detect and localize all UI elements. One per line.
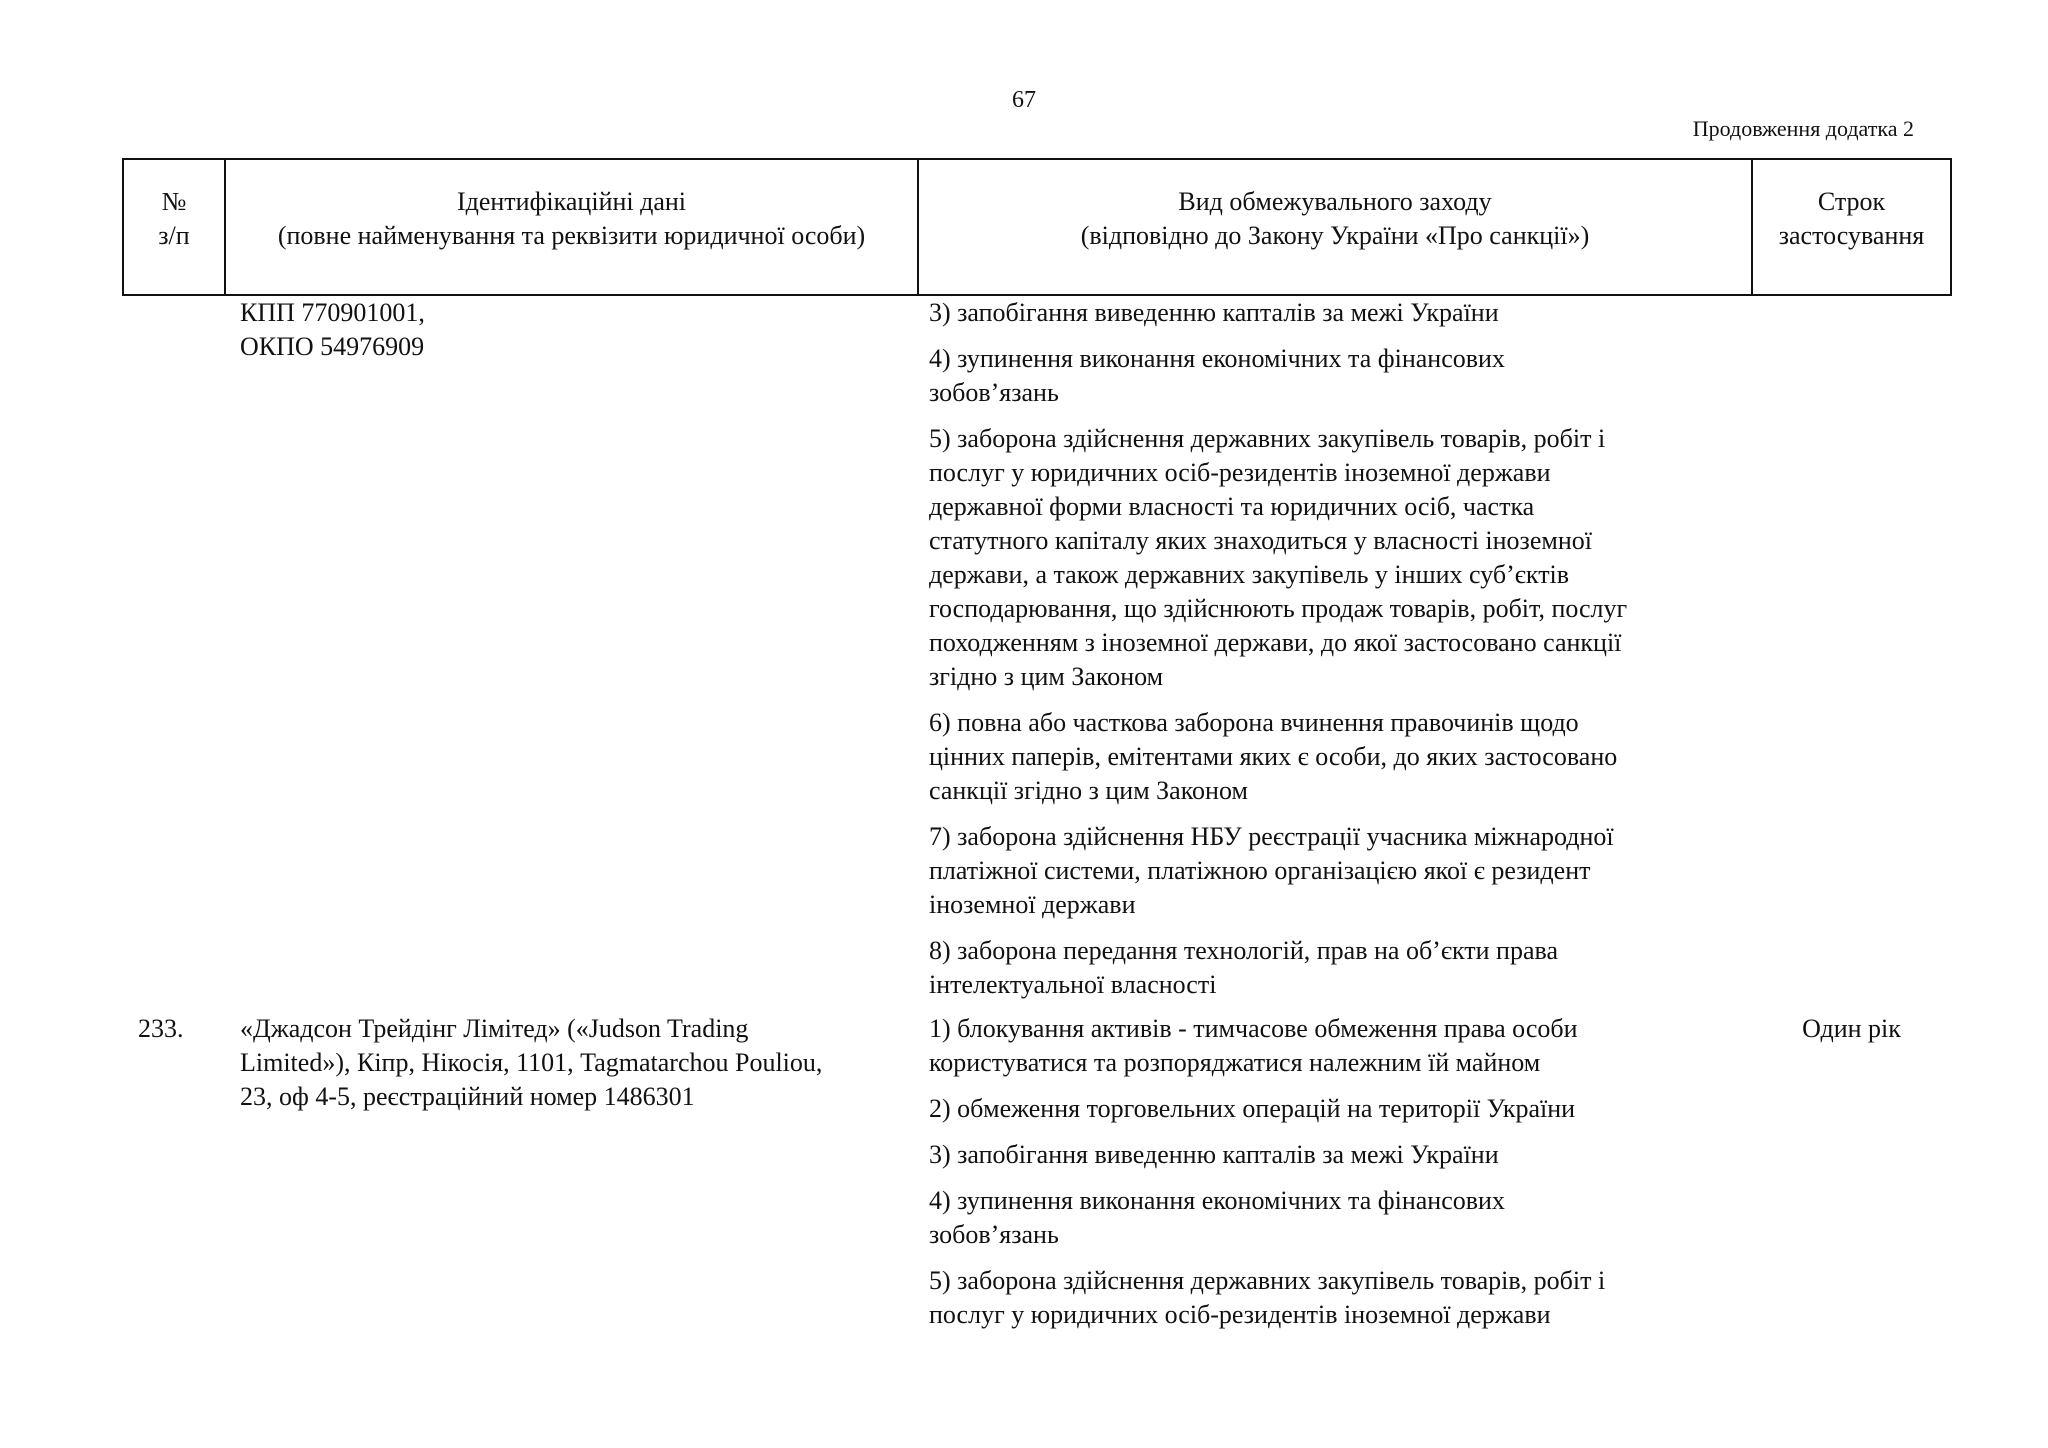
identification-line: Limited»), Кіпр, Нікосія, 1101, Tagmatarchou Pouliou, — [240, 1048, 823, 1077]
header-measure-line-2: (відповідно до Закону України «Про санкції») — [1080, 221, 1590, 250]
header-identification-line-1: Ідентифікаційні дані — [456, 187, 687, 216]
measure-line: зобов’язань — [929, 378, 1059, 407]
measure-item — [929, 1184, 1743, 1252]
measure-line: походженням з іноземної держави, до якої застосовано санкції — [929, 628, 1622, 657]
term-text: Один рік — [1802, 1014, 1901, 1043]
measure-line: 3) запобігання виведенню капталів за межі України — [929, 1140, 1499, 1169]
measure-line: 3) запобігання виведенню капталів за межі України — [929, 298, 1499, 327]
measure-line: санкції згідно з цим Законом — [929, 776, 1248, 805]
measure-item — [929, 706, 1743, 808]
measure-line: 1) блокування активів - тимчасове обмеження права особи — [929, 1014, 1578, 1043]
measure-item — [929, 820, 1743, 922]
measure-line: 8) заборона передання технологій, прав на об’єкти права — [929, 936, 1558, 965]
measure-item — [929, 342, 1743, 410]
page-number: 67 — [1012, 87, 1036, 113]
identification-cell — [224, 1012, 917, 1344]
measure-item — [929, 1012, 1743, 1080]
measure-line: 6) повна або часткова заборона вчинення правочинів щодо — [929, 708, 1579, 737]
header-identification-column — [226, 160, 919, 294]
table-row — [122, 296, 1952, 1014]
measure-line: послуг у юридичних осіб-резидентів іноземної держави — [929, 1300, 1551, 1329]
measure-line: господарювання, що здійснюють продаж товарів, робіт, послуг — [929, 594, 1628, 623]
measures-cell — [917, 296, 1751, 1014]
measure-line: користуватися та розпоряджатися належним їй майном — [929, 1048, 1541, 1077]
measure-item — [929, 1264, 1743, 1332]
measure-line: платіжної системи, платіжною організацією якої є резидент — [929, 856, 1591, 885]
header-number-line-2: з/п — [158, 221, 190, 250]
identification-line: 23, оф 4-5, реєстраційний номер 1486301 — [240, 1082, 695, 1111]
row-number-text: 233. — [138, 1014, 184, 1043]
header-measure-column — [919, 160, 1753, 294]
identification-line: ОКПО 54976909 — [240, 332, 425, 361]
header-number-column — [124, 160, 226, 294]
identification-cell — [224, 296, 917, 1014]
header-measure-line-1: Вид обмежувального заходу — [1178, 187, 1492, 216]
header-identification-line-2: (повне найменування та реквізити юридичної особи) — [277, 221, 866, 250]
measure-line: цінних паперів, емітентами яких є особи, до яких застосовано — [929, 742, 1618, 771]
row-number — [122, 296, 224, 1014]
row-number — [122, 1012, 224, 1344]
header-number-line-1: № — [161, 187, 187, 216]
term-cell — [1751, 1012, 1952, 1344]
measure-line: послуг у юридичних осіб-резидентів іноземної держави — [929, 458, 1551, 487]
measure-line: 7) заборона здійснення НБУ реєстрації учасника міжнародної — [929, 822, 1614, 851]
measures-cell — [917, 1012, 1751, 1344]
continuation-note: Продовження додатка 2 — [1692, 116, 1914, 141]
measure-line: згідно з цим Законом — [929, 662, 1164, 691]
measure-item — [929, 422, 1743, 694]
measure-item — [929, 934, 1743, 1002]
measure-line: 5) заборона здійснення державних закупівель товарів, робіт і — [929, 424, 1606, 453]
measure-line: держави, а також державних закупівель у інших суб’єктів — [929, 560, 1570, 589]
header-term-line-2: застосування — [1778, 221, 1925, 250]
measure-line: іноземної держави — [929, 890, 1136, 919]
measure-item — [929, 296, 1743, 330]
identification-line: КПП 770901001, — [240, 298, 425, 327]
table-row — [122, 1012, 1952, 1344]
measure-line: 2) обмеження торговельних операцій на території України — [929, 1094, 1576, 1123]
measure-line: 4) зупинення виконання економічних та фінансових — [929, 344, 1505, 373]
measure-line: статутного капіталу яких знаходиться у власності іноземної — [929, 526, 1592, 555]
measure-line: державної форми власності та юридичних осіб, частка — [929, 492, 1535, 521]
measure-line: зобов’язань — [929, 1220, 1059, 1249]
header-term-column — [1753, 160, 1950, 294]
table-header — [122, 158, 1952, 296]
term-cell — [1751, 296, 1952, 1014]
header-term-line-1: Строк — [1817, 187, 1886, 216]
measure-line: 4) зупинення виконання економічних та фінансових — [929, 1186, 1505, 1215]
measure-line: 5) заборона здійснення державних закупівель товарів, робіт і — [929, 1266, 1606, 1295]
measure-item — [929, 1092, 1743, 1126]
table-body — [122, 296, 1952, 1448]
identification-line: «Джадсон Трейдінг Лімітед» («Judson Trading — [240, 1014, 749, 1043]
measure-item — [929, 1138, 1743, 1172]
measure-line: інтелектуальної власності — [929, 970, 1217, 999]
